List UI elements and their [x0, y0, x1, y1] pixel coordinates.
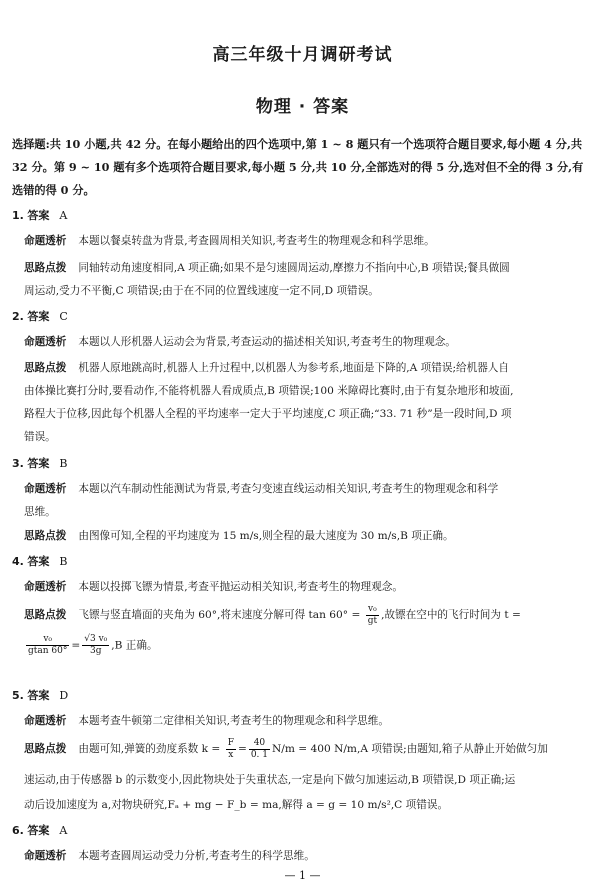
analysis-text: 思维。	[24, 506, 56, 518]
analysis-label: 命题透析	[24, 715, 67, 727]
answer-value: C	[59, 310, 68, 323]
hint-line: 由体操比赛打分时,要看动作,不能将机器人看成质点,B 项错误;100 米障碍比赛时,由于有复杂地形和坡面,	[24, 385, 514, 397]
equals-sign: =	[71, 639, 81, 652]
intro-paragraph: 选择题:共 10 小题,共 42 分。在每小题给出的四个选项中,第 1 ~ 8 题只有一个选项符合题目要求,每小题 4 分,共 32 分。第 9 ~ 10 题有多个选项符合题目要求,每小题 5 分,共 10 分,全部选对的得 5 分,选对但不全的得 3 分,有选错的得 0 分。	[12, 137, 584, 197]
question-3-analysis	[24, 478, 594, 524]
hint-line: 速运动,由于传感器 b 的示数变小,因此物块处于失重状态,一定是向下做匀加速运动,B 项错误,D 项正确;运	[24, 774, 516, 786]
hint-line: 错误。	[24, 431, 56, 443]
answer-value: A	[59, 824, 68, 837]
hint-line: 飞镖与竖直墙面的夹角为 60°,将末速度分解可得 tan 60° =	[78, 609, 361, 621]
analysis-text: 本题考查圆周运动受力分析,考查考生的科学思维。	[78, 850, 315, 862]
analysis-label: 命题透析	[24, 483, 67, 495]
answer-value: B	[59, 457, 68, 470]
question-4-hint-formula	[24, 634, 594, 658]
hint-label: 思路点拨	[24, 743, 67, 755]
question-1-answer	[12, 207, 594, 223]
equals-sign: =	[237, 743, 247, 755]
hint-label: 思路点拨	[24, 362, 67, 374]
hint-line: 由图像可知,全程的平均速度为 15 m/s,则全程的最大速度为 30 m/s,B 项正确。	[78, 530, 454, 542]
question-5-answer	[12, 687, 594, 703]
page-subtitle: 物理 · 答案	[255, 97, 350, 117]
analysis-label: 命题透析	[24, 336, 67, 348]
analysis-text: 本题以人形机器人运动会为背景,考查运动的描述相关知识,考查考生的物理观念。	[78, 336, 456, 348]
analysis-text: 本题以投掷飞镖为情景,考查平抛运动相关知识,考查考生的物理观念。	[78, 581, 403, 593]
question-1-analysis	[24, 230, 594, 253]
question-2-answer	[12, 308, 594, 324]
question-6-answer	[12, 822, 594, 838]
answer-label: 答案	[27, 457, 50, 470]
question-5-hint	[24, 736, 594, 762]
fraction-v0-over-gtan60: $\frac{\text{v₀}}{gtan 60^\circ}$	[28, 634, 68, 656]
question-4-hint	[24, 602, 594, 628]
question-3-answer	[12, 455, 594, 471]
analysis-label: 命题透析	[24, 850, 67, 862]
question-5-analysis	[24, 710, 594, 733]
question-1-hint	[24, 257, 594, 303]
fraction-F-over-x: $\frac{F}{x}$	[227, 737, 234, 760]
page-title: 高三年级十月调研考试	[212, 45, 393, 65]
question-number: 2.	[12, 310, 24, 323]
analysis-text: 本题考查牛顿第二定律相关知识,考查考生的物理观念和科学思维。	[78, 715, 389, 727]
hint-line: 周运动,受力不平衡,C 项错误;由于在不同的位置线速度一定不同,D 项错误。	[24, 285, 379, 297]
analysis-label: 命题透析	[24, 581, 67, 593]
hint-line: 动后设加速度为 a,对物块研究,Fₐ + mg − F_b = ma,解得 a = g = 10 m/s²,C 项错误。	[24, 799, 449, 811]
hint-line: 机器人原地跳高时,机器人上升过程中,以机器人为参考系,地面是下降的,A 项错误;给机器人自	[78, 362, 509, 374]
hint-line: 由题可知,弹簧的劲度系数 k =	[78, 743, 221, 755]
answer-label: 答案	[27, 689, 50, 702]
hint-line: ,故镖在空中的飞行时间为 t =	[381, 609, 521, 621]
question-number: 4.	[12, 555, 24, 568]
hint-label: 思路点拨	[24, 609, 67, 621]
hint-label: 思路点拨	[24, 530, 67, 542]
answer-value: A	[59, 209, 68, 222]
answer-label: 答案	[27, 824, 50, 837]
fraction-v0-over-gt: $\frac{\text{v₀}}{gt}$	[367, 603, 378, 626]
answer-value: B	[59, 555, 68, 568]
question-number: 6.	[12, 824, 24, 837]
question-number: 3.	[12, 457, 24, 470]
page-number: — 1 —	[284, 869, 321, 882]
question-2-hint	[24, 357, 594, 449]
answer-label: 答案	[27, 209, 50, 222]
question-2-analysis	[24, 331, 594, 354]
fraction-40-over-0.1: $\frac{40}{0. 1}$	[250, 737, 269, 760]
hint-line: ,B 正确。	[111, 639, 158, 652]
answer-value: D	[59, 689, 69, 702]
question-number: 5.	[12, 689, 24, 702]
fraction-sqrt3v0-over-3g: $\frac{\text{√3 v₀}}{3g}$	[84, 634, 108, 656]
hint-line: 同轴转动角速度相同,A 项正确;如果不是匀速圆周运动,摩擦力不指向中心,B 项错误;餐具做圆	[78, 262, 510, 274]
question-3-hint	[24, 525, 594, 548]
analysis-text: 本题以餐桌转盘为背景,考查圆周相关知识,考查考生的物理观念和科学思维。	[78, 235, 435, 247]
question-6-analysis	[24, 845, 594, 868]
hint-line: 路程大于位移,因此每个机器人全程的平均速率一定大于平均速度,C 项正确;“33. 71 秒”是一段时间,D 项	[24, 408, 512, 420]
question-4-analysis	[24, 576, 594, 599]
answer-label: 答案	[27, 310, 50, 323]
hint-line: N/m = 400 N/m,A 项错误;由题知,箱子从静止开始做匀加	[272, 743, 548, 755]
hint-label: 思路点拨	[24, 262, 67, 274]
question-5-hint-cont	[24, 768, 594, 818]
analysis-label: 命题透析	[24, 235, 67, 247]
question-4-answer	[12, 553, 594, 569]
analysis-text: 本题以汽车制动性能测试为背景,考查匀变速直线运动相关知识,考查考生的物理观念和科学	[78, 483, 499, 495]
question-number: 1.	[12, 209, 24, 222]
answer-label: 答案	[27, 555, 50, 568]
